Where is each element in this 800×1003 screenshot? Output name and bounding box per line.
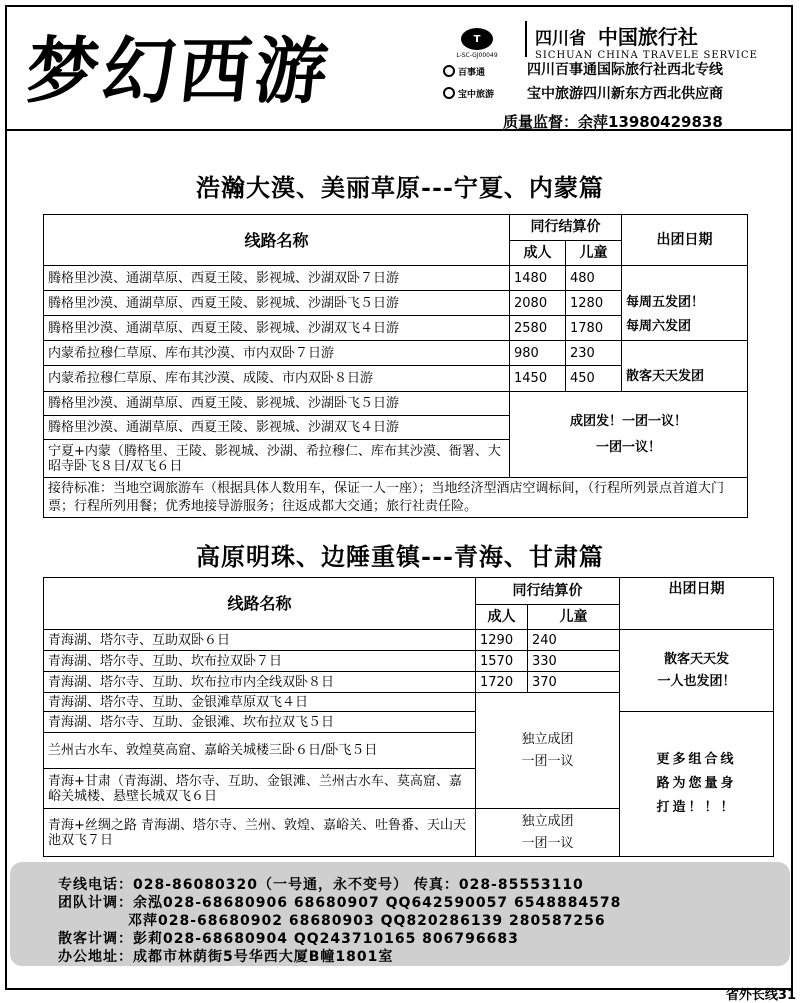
s2-header-date: 出团日期	[620, 578, 774, 630]
section2-title: 高原明珠、边陲重镇---青海、甘肃篇	[196, 542, 604, 571]
table-row: 青海+丝绸之路 青海湖、塔尔寺、兰州、敦煌、嘉峪关、吐鲁番、天山天池双飞７日	[44, 809, 476, 857]
agency-english-name: SICHUAN CHINA TRAVELE SERVICE	[535, 50, 758, 61]
s2-group-cell-2: 独立成团 一团一议	[476, 809, 620, 857]
partner-line-2: 宝中旅游四川新东方西北供应商	[527, 86, 723, 102]
table-row: 兰州古水车、敦煌莫高窟、嘉峪关城楼三卧６日/卧飞５日	[44, 733, 476, 769]
contact-individual: 散客计调：彭莉028-68680904 QQ243710165 806796683	[58, 931, 519, 947]
table-row: 青海湖、塔尔寺、互助、坎布拉双卧７日	[44, 651, 476, 672]
table-row: 腾格里沙漠、通湖草原、西夏王陵、影视城、沙湖卧飞５日游	[44, 291, 510, 316]
baozhong-logo: 宝中旅游	[443, 85, 515, 101]
s1-service-note: 接待标准：当地空调旅游车（根据具体人数用车，保证一人一座）；当地经济型酒店空调标间，（行程所列景点首道大门票；行程所列用餐；优秀地接导游服务；往返成都大交通；旅行社责任险。	[44, 478, 748, 518]
s2-group-cell-1: 独立成团 一团一议	[476, 693, 620, 809]
s1-header-adult: 成人	[510, 241, 566, 266]
s2-header-route: 线路名称	[44, 578, 476, 630]
table-row: 青海湖、塔尔寺、互助双卧６日	[44, 630, 476, 651]
s2-date-daily: 散客天天发 一人也发团！	[620, 630, 774, 712]
emblem-code: L-SC-GJ00049	[456, 52, 498, 59]
logo-title: 梦幻西游	[22, 28, 336, 113]
contact-hotline: 专线电话：028-86080320（一号通，永不变号） 传真：028-85553110	[58, 877, 584, 893]
agency-name: 中国旅行社	[597, 25, 698, 49]
table-row: 内蒙希拉穆仁草原、库布其沙漠、市内双卧７日游	[44, 341, 510, 366]
table-row: 腾格里沙漠、通湖草原、西夏王陵、影视城、沙湖双飞４日游	[44, 416, 510, 440]
emblem-badge: T	[461, 28, 493, 50]
s1-header-price: 同行结算价	[510, 215, 622, 241]
contact-team-1: 团队计调：余泓028-68680906 68680907 QQ642590057 6548884578	[58, 895, 622, 911]
s1-group-cell: 成团发！一团一议！ 一团一议！	[510, 392, 748, 478]
table-row: 宁夏+内蒙（腾格里、王陵、影视城、沙湖、希拉穆仁、库布其沙漠、衙署、大昭寺卧飞８日/双飞６日	[44, 440, 510, 478]
s1-date-cell: 每周五发团！ 每周六发团	[622, 266, 748, 341]
baozhong-logo-icon	[443, 87, 455, 99]
agency-province: 四川省	[535, 29, 586, 49]
agency-emblem-icon	[437, 25, 517, 59]
quality-supervision: 质量监督：余萍13980429838	[503, 113, 723, 131]
table-row: 青海湖、塔尔寺、互助、金银滩、坎布拉双飞５日	[44, 712, 476, 733]
s2-header-child: 儿童	[528, 605, 620, 630]
baishitong-logo: 百事通	[443, 63, 515, 79]
s2-header-adult: 成人	[476, 605, 528, 630]
section1-title: 浩瀚大漠、美丽草原---宁夏、内蒙篇	[196, 173, 604, 202]
partner-line-1: 四川百事通国际旅行社西北专线	[527, 62, 723, 78]
s1-header-child: 儿童	[566, 241, 622, 266]
table-row: 青海+甘肃（青海湖、塔尔寺、互助、金银滩、兰州古水车、莫高窟、嘉峪关城楼、悬壁长城双飞６日	[44, 769, 476, 809]
contact-address: 办公地址：成都市林荫街5号华西大厦B幢1801室	[58, 949, 394, 965]
table-row: 青海湖、塔尔寺、互助、金银滩草原双飞４日	[44, 693, 476, 712]
header	[7, 7, 791, 131]
baishitong-logo-icon	[443, 65, 455, 77]
s1-date-daily: 散客天天发团	[622, 341, 748, 392]
agency-name-block	[525, 21, 785, 61]
section2-table: 线路名称 同行结算价 出团日期 成人 儿童 青海湖、塔尔寺、互助双卧６日 1290 240 散客天天发 一人也发团！ 青海湖、塔尔寺、互助、坎布拉双卧７日 1570 330 青海湖、塔尔寺、互助、坎布拉市内全线双卧８日 1720 370 青海湖、塔尔寺、互助、金银滩草原双飞４日 独立成团 一团一议 青海湖、塔尔寺、互助、金银滩、坎布拉双飞５日 更多组合线 路为您量身 打造！！！ 兰州古水车、敦煌莫高窟、嘉峪关城楼三卧６日/卧飞５日 青海+甘肃（青海湖、塔尔寺、互助、金银滩、兰州古水车、莫高窟、嘉峪关城楼、悬壁长城双飞６日 青海+丝绸之路 青海湖、塔尔寺、兰州、敦煌、嘉峪关、吐鲁番、天山天池双飞７日 独立成团 一团一议	[43, 577, 774, 857]
contact-box	[10, 862, 790, 966]
s2-date-custom: 更多组合线 路为您量身 打造！！！	[620, 712, 774, 857]
table-row: 内蒙希拉穆仁草原、库布其沙漠、成陵、市内双卧８日游	[44, 366, 510, 392]
section1-table: 线路名称 同行结算价 出团日期 成人 儿童 腾格里沙漠、通湖草原、西夏王陵、影视城、沙湖双卧７日游 1480 480 每周五发团！ 每周六发团 腾格里沙漠、通湖草原、西夏王陵、影视城、沙湖卧飞５日游 2080 1280 腾格里沙漠、通湖草原、西夏王陵、影视城、沙湖双飞４日游 2580 1780 内蒙希拉穆仁草原、库布其沙漠、市内双卧７日游 980 230 散客天天发团 内蒙希拉穆仁草原、库布其沙漠、成陵、市内双卧８日游 1450 450 腾格里沙漠、通湖草原、西夏王陵、影视城、沙湖卧飞５日游 成团发！一团一议！ 一团一议！ 腾格里沙漠、通湖草原、西夏王陵、影视城、沙湖双飞４日游 宁夏+内蒙（腾格里、王陵、影视城、沙湖、希拉穆仁、库布其沙漠、衙署、大昭寺卧飞８日/双飞６日 接待标准：当地空调旅游车（根据具体人数用车，保证一人一座）；当地经济型酒店空调标间，（行程所列景点首道大门票；行程所列用餐；优秀地接导游服务；往返成都大交通；旅行社责任险。	[43, 214, 748, 518]
s1-header-date: 出团日期	[622, 215, 748, 266]
table-row: 腾格里沙漠、通湖草原、西夏王陵、影视城、沙湖双卧７日游	[44, 266, 510, 291]
page-label: 省外长线31	[725, 988, 796, 1003]
contact-team-2: 邓萍028-68680902 68680903 QQ820286139 280587256	[128, 913, 606, 929]
table-row: 腾格里沙漠、通湖草原、西夏王陵、影视城、沙湖卧飞５日游	[44, 392, 510, 416]
table-row: 腾格里沙漠、通湖草原、西夏王陵、影视城、沙湖双飞４日游	[44, 316, 510, 341]
table-row: 青海湖、塔尔寺、互助、坎布拉市内全线双卧８日	[44, 672, 476, 693]
s1-header-route: 线路名称	[44, 215, 510, 266]
s2-header-price: 同行结算价	[476, 578, 620, 605]
